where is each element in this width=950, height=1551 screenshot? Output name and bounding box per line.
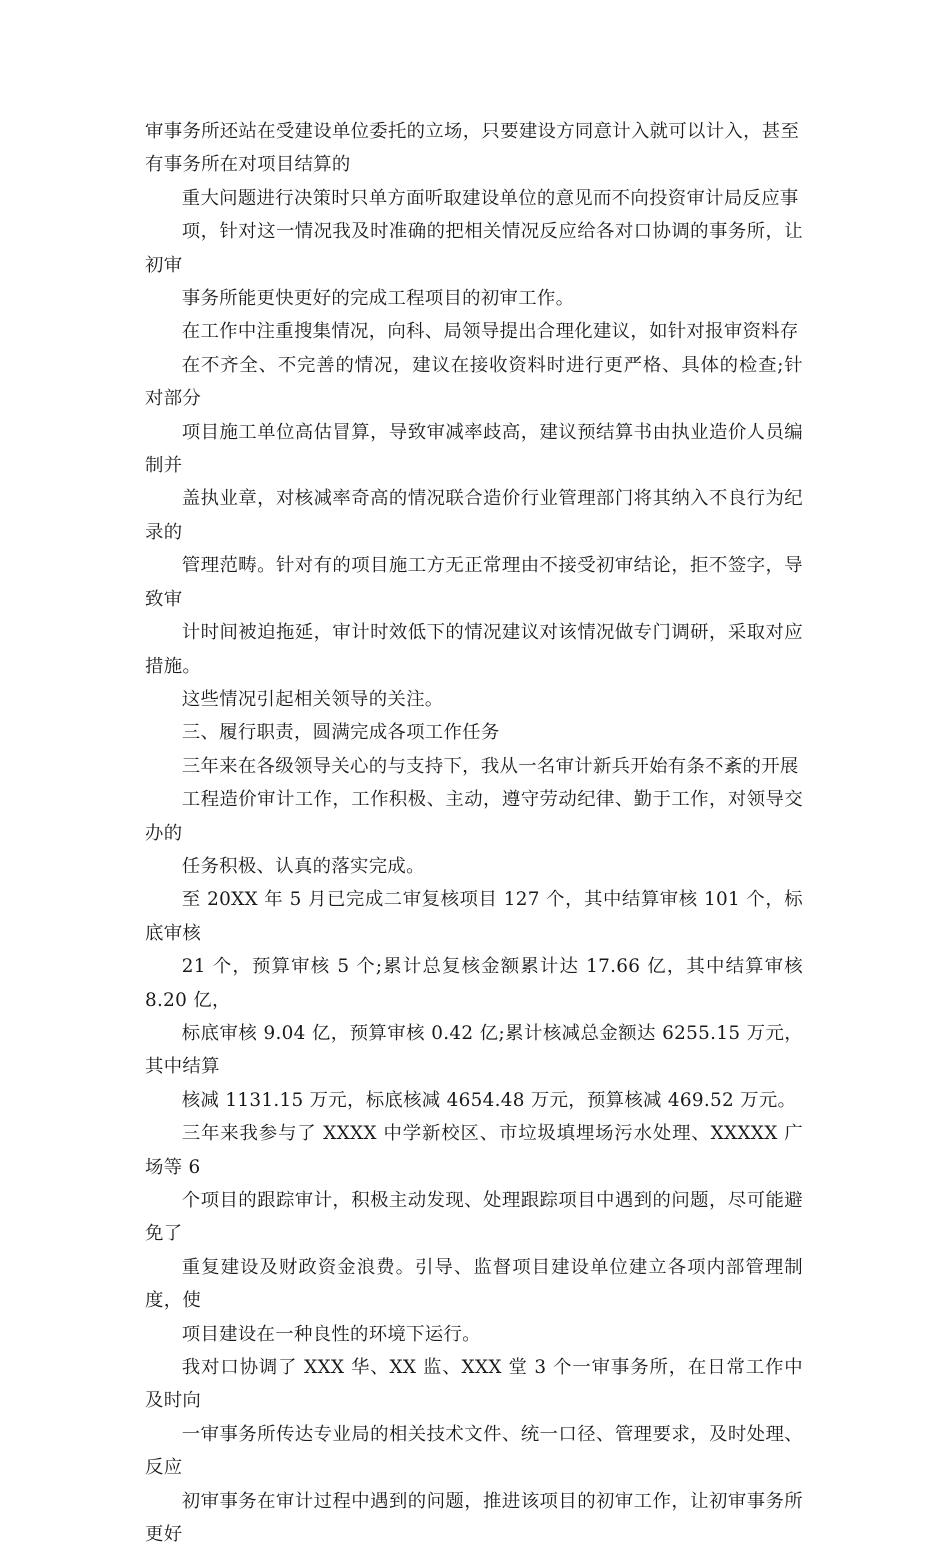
text-line: 21 个，预算审核 5 个;累计总复核金额累计达 17.66 亿，其中结算审核 8.20 亿， <box>145 956 803 1011</box>
text-line: 重复建设及财政资金浪费。引导、监督项目建设单位建立各项内部管理制度，使 <box>145 1256 803 1312</box>
text-line: 任务积极、认真的落实完成。 <box>181 855 425 877</box>
text-line: 我对口协调了 XXX 华、XX 监、XXX 堂 3 个一审事务所，在日常工作中及时向 <box>145 1357 803 1412</box>
paragraph <box>145 1351 803 1551</box>
text-line: 审事务所还站在受建设单位委托的立场，只要建设方同意计入就可以计入，甚至 <box>145 121 800 142</box>
text-line: 至 20XX 年 5 月已完成二审复核项目 127 个，其中结算审核 101 个，标底审核 <box>145 889 803 944</box>
paragraph <box>145 182 803 316</box>
paragraph <box>145 1117 803 1351</box>
paragraph <box>145 115 803 182</box>
paragraph <box>145 750 803 884</box>
text-line: 事务所能更快更好的完成工程项目的初审工作。 <box>181 288 575 310</box>
document-body <box>145 115 803 1551</box>
text-line: 初审事务在审计过程中遇到的问题，推进该项目的初审工作，让初审事务所更好 <box>145 1490 803 1546</box>
text-line: 项目建设在一种良性的环境下运行。 <box>181 1323 481 1345</box>
text-line: 项，针对这一情况我及时准确的把相关情况反应给各对口协调的事务所，让初审 <box>145 221 803 276</box>
text-line: 三年来我参与了 XXXX 中学新校区、市垃圾填埋场污水处理、XXXXX 广场等 6 <box>145 1123 803 1178</box>
paragraph <box>145 315 803 716</box>
text-line: 计时间被迫拖延，审计时效低下的情况建议对该情况做专门调研，采取对应措施。 <box>145 622 803 677</box>
text-line: 个项目的跟踪审计，积极主动发现、处理跟踪项目中遇到的问题，尽可能避免了 <box>145 1190 803 1245</box>
text-line: 管理范畴。针对有的项目施工方无正常理由不接受初审结论，拒不签字，导致审 <box>145 555 803 610</box>
text-line: 标底审核 9.04 亿，预算审核 0.42 亿;累计核减总金额达 6255.15 万元，其中结算 <box>145 1022 803 1078</box>
text-line: 重大问题进行决策时只单方面听取建设单位的意见而不向投资审计局反应事 <box>181 187 799 209</box>
text-line: 核减 1131.15 万元，标底核减 4654.48 万元，预算核减 469.52 万元。 <box>181 1089 797 1111</box>
text-line: 盖执业章，对核减率奇高的情况联合造价行业管理部门将其纳入不良行为纪录的 <box>145 488 803 543</box>
text-line: 项目施工单位高估冒算，导致审减率歧高，建议预结算书由执业造价人员编制并 <box>145 421 803 477</box>
text-line: 这些情况引起相关领导的关注。 <box>181 688 444 710</box>
text-line: 三、履行职责，圆满完成各项工作任务 <box>181 722 500 744</box>
text-line: 一审事务所传达专业局的相关技术文件、统一口径、管理要求，及时处理、反应 <box>145 1423 803 1479</box>
section-heading <box>145 716 803 749</box>
text-line: 工程造价审计工作，工作积极、主动，遵守劳动纪律、勤于工作，对领导交办的 <box>145 789 803 844</box>
text-line: 有事务所在对项目结算的 <box>145 154 351 176</box>
text-line: 在不齐全、不完善的情况，建议在接收资料时进行更严格、具体的检查;针对部分 <box>145 354 803 410</box>
text-line: 在工作中注重搜集情况，向科、局领导提出合理化建议，如针对报审资料存 <box>181 321 799 343</box>
text-line: 三年来在各级领导关心的与支持下，我从一名审计新兵开始有条不紊的开展 <box>181 755 799 777</box>
paragraph <box>145 883 803 1117</box>
